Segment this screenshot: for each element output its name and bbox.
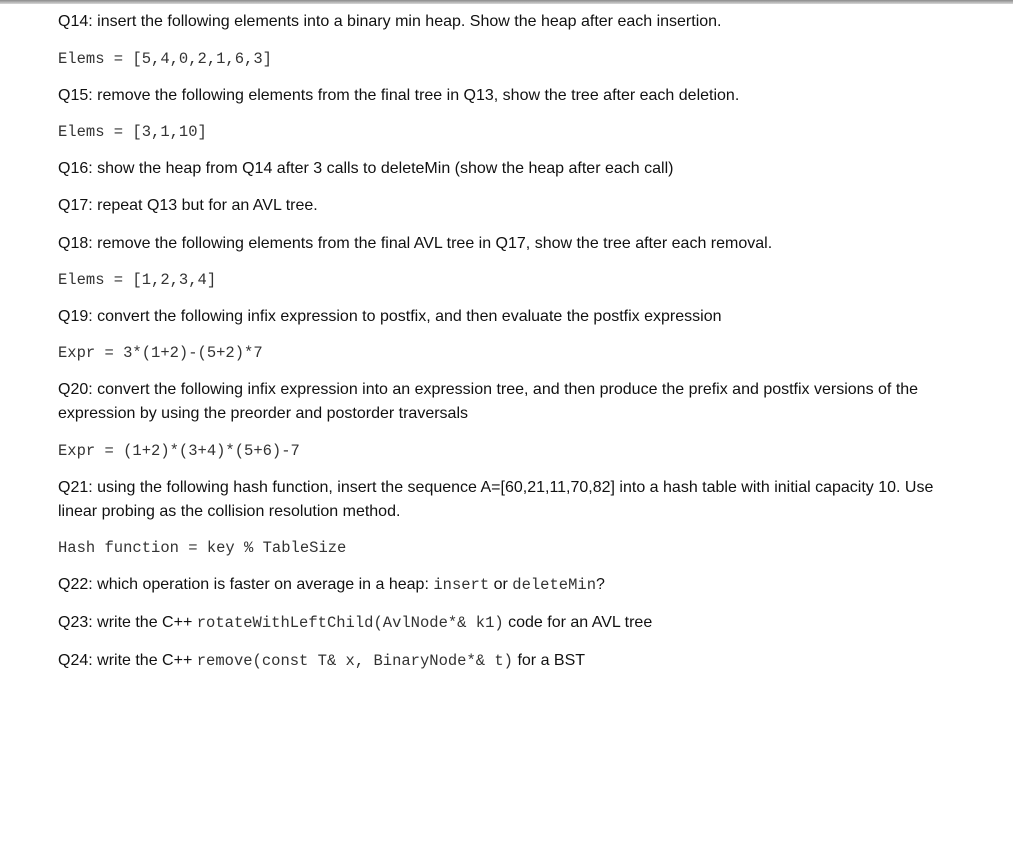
q15-code: Elems = [3,1,10] <box>58 123 207 141</box>
q23-code: rotateWithLeftChild(AvlNode*& k1) <box>196 614 504 632</box>
q23-prefix: Q23: write the C++ <box>58 614 197 631</box>
q24-prefix: Q24: write the C++ <box>58 652 197 669</box>
q14-text: Q14: insert the following elements into a binary min heap. Show the heap after each insertion. <box>58 13 722 30</box>
q24-suffix: for a BST <box>513 652 586 669</box>
q22-suffix: ? <box>596 576 605 593</box>
top-border <box>0 0 1013 4</box>
q22-prefix: Q22: which operation is faster on average in a heap: <box>58 576 434 593</box>
q21-text: Q21: using the following hash function, insert the sequence A=[60,21,11,70,82] into a hash table with initial capacity 10. Use linear probing as the collision resolution method. <box>58 479 934 520</box>
q16-text: Q16: show the heap from Q14 after 3 calls to deleteMin (show the heap after each call) <box>58 160 674 177</box>
q24-text <box>58 651 585 671</box>
q23-text <box>58 613 652 633</box>
q20-text: Q20: convert the following infix expression into an expression tree, and then produce the prefix and postfix versions of the expression by using the preorder and postorder traversals <box>58 381 919 422</box>
q19-text: Q19: convert the following infix expression to postfix, and then evaluate the postfix expression <box>58 308 722 325</box>
q23-suffix: code for an AVL tree <box>503 614 653 631</box>
q24-code: remove(const T& x, BinaryNode*& t) <box>196 652 513 670</box>
q17-text: Q17: repeat Q13 but for an AVL tree. <box>58 197 318 214</box>
q15-text: Q15: remove the following elements from the final tree in Q13, show the tree after each deletion. <box>58 87 740 104</box>
q22-middle: or <box>489 576 513 593</box>
q20-code: Expr = (1+2)*(3+4)*(5+6)-7 <box>58 442 300 460</box>
q19-code: Expr = 3*(1+2)-(5+2)*7 <box>58 344 263 362</box>
q22-text <box>58 575 605 595</box>
q22-code-insert: insert <box>433 576 490 594</box>
q14-code: Elems = [5,4,0,2,1,6,3] <box>58 50 272 68</box>
q18-text: Q18: remove the following elements from the final AVL tree in Q17, show the tree after each removal. <box>58 235 773 252</box>
q18-code: Elems = [1,2,3,4] <box>58 271 217 289</box>
q22-code-deletemin: deleteMin <box>512 576 596 594</box>
q21-code: Hash function = key % TableSize <box>58 539 347 557</box>
